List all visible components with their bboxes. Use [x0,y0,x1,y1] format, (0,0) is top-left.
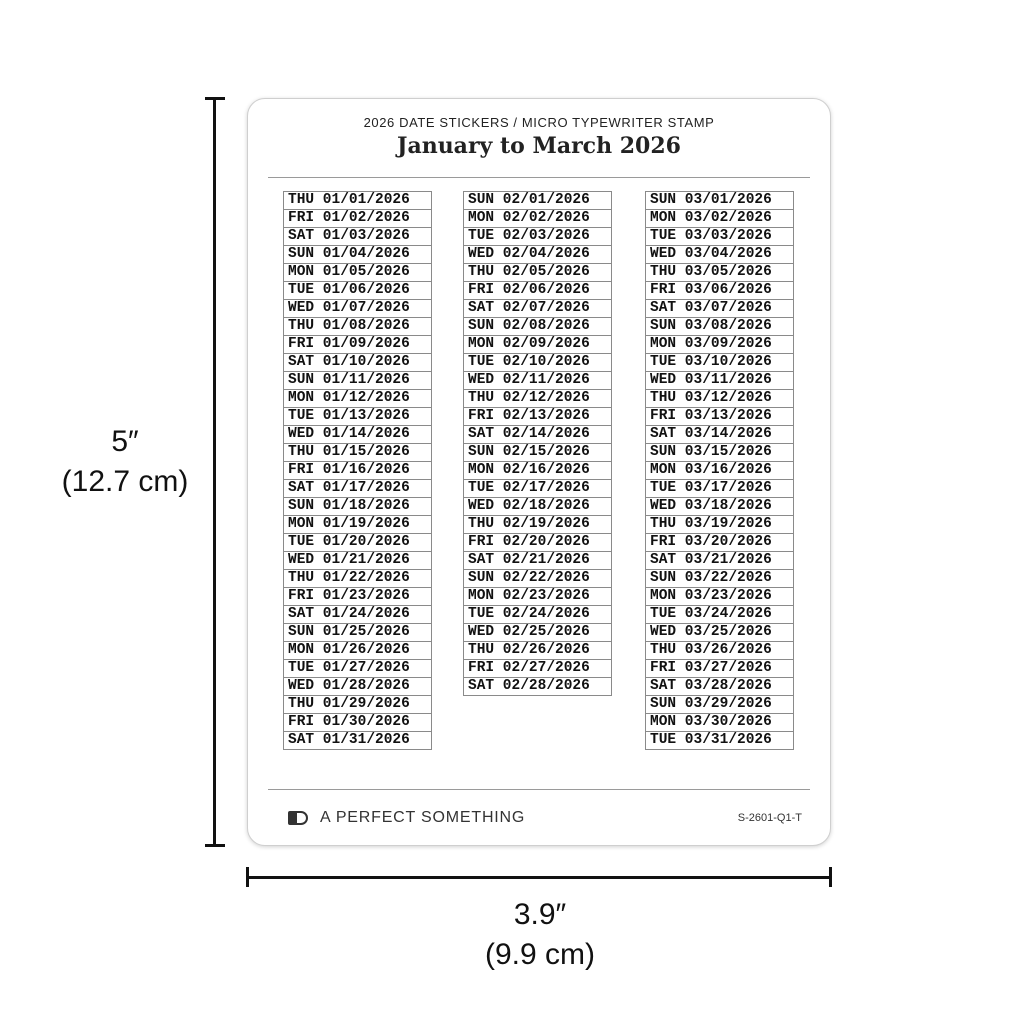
sticker-sheet [247,98,831,846]
product-code: S-2601-Q1-T [737,812,802,824]
date-sticker: SAT 03/07/2026 [645,299,794,318]
width-centimeters: (9.9 cm) [484,938,595,971]
date-sticker: THU 03/19/2026 [645,515,794,534]
date-sticker: SUN 02/22/2026 [463,569,612,588]
date-sticker: SAT 01/17/2026 [283,479,432,498]
date-sticker: WED 02/25/2026 [463,623,612,642]
date-sticker: SAT 01/24/2026 [283,605,432,624]
top-divider [268,177,810,178]
width-dimension-cap-left [246,867,249,887]
bottom-divider [268,789,810,790]
width-dimension-line [247,876,831,879]
date-sticker: THU 01/22/2026 [283,569,432,588]
date-sticker: THU 03/05/2026 [645,263,794,282]
date-sticker: FRI 01/30/2026 [283,713,432,732]
height-dimension-cap-top [205,97,225,100]
date-sticker: WED 03/25/2026 [645,623,794,642]
sheet-title: January to March 2026 [397,133,681,159]
date-sticker: THU 01/08/2026 [283,317,432,336]
date-sticker: WED 03/18/2026 [645,497,794,516]
date-sticker: SAT 02/21/2026 [463,551,612,570]
date-sticker: MON 01/19/2026 [283,515,432,534]
january-column [283,191,432,750]
date-sticker: SAT 02/07/2026 [463,299,612,318]
date-sticker: WED 01/07/2026 [283,299,432,318]
date-sticker: TUE 01/27/2026 [283,659,432,678]
date-sticker: FRI 01/09/2026 [283,335,432,354]
date-sticker: MON 02/16/2026 [463,461,612,480]
date-sticker: THU 01/01/2026 [283,191,432,210]
width-dimension-cap-right [829,867,832,887]
date-sticker: SAT 01/03/2026 [283,227,432,246]
height-dimension-label [40,422,210,502]
date-sticker: SAT 03/14/2026 [645,425,794,444]
date-sticker: SUN 03/22/2026 [645,569,794,588]
date-sticker: FRI 03/20/2026 [645,533,794,552]
date-sticker: SAT 02/28/2026 [463,677,612,696]
date-sticker: MON 02/09/2026 [463,335,612,354]
date-sticker: WED 02/11/2026 [463,371,612,390]
date-sticker: FRI 02/13/2026 [463,407,612,426]
date-sticker: TUE 02/10/2026 [463,353,612,372]
date-sticker: MON 01/05/2026 [283,263,432,282]
height-dimension-cap-bottom [205,844,225,847]
date-sticker: THU 01/15/2026 [283,443,432,462]
date-sticker: WED 01/21/2026 [283,551,432,570]
date-sticker: MON 02/23/2026 [463,587,612,606]
date-sticker: FRI 01/02/2026 [283,209,432,228]
date-sticker: SUN 03/15/2026 [645,443,794,462]
date-sticker: THU 02/12/2026 [463,389,612,408]
sheet-subtitle: 2026 DATE STICKERS / MICRO TYPEWRITER STAMP [363,115,715,130]
date-sticker: TUE 01/13/2026 [283,407,432,426]
date-sticker: TUE 03/17/2026 [645,479,794,498]
date-sticker: SUN 03/08/2026 [645,317,794,336]
date-sticker: FRI 03/06/2026 [645,281,794,300]
date-sticker: SUN 01/11/2026 [283,371,432,390]
date-sticker: TUE 02/03/2026 [463,227,612,246]
date-sticker: WED 03/11/2026 [645,371,794,390]
date-sticker: MON 03/09/2026 [645,335,794,354]
date-sticker: SUN 02/08/2026 [463,317,612,336]
date-sticker: TUE 01/20/2026 [283,533,432,552]
date-sticker: THU 02/05/2026 [463,263,612,282]
date-sticker: MON 01/12/2026 [283,389,432,408]
date-sticker: TUE 02/24/2026 [463,605,612,624]
date-sticker: THU 03/26/2026 [645,641,794,660]
date-sticker: TUE 03/10/2026 [645,353,794,372]
date-sticker: WED 01/28/2026 [283,677,432,696]
date-sticker: TUE 03/24/2026 [645,605,794,624]
date-sticker: SUN 01/18/2026 [283,497,432,516]
date-sticker: SUN 02/15/2026 [463,443,612,462]
brand-name: A PERFECT SOMETHING [320,809,526,826]
date-sticker: FRI 02/20/2026 [463,533,612,552]
width-dimension-label [440,895,640,975]
date-sticker: WED 01/14/2026 [283,425,432,444]
date-sticker: SAT 03/28/2026 [645,677,794,696]
width-inches: 3.9″ [513,898,567,931]
date-sticker: MON 02/02/2026 [463,209,612,228]
date-sticker: MON 01/26/2026 [283,641,432,660]
date-sticker: TUE 03/03/2026 [645,227,794,246]
date-sticker: WED 02/04/2026 [463,245,612,264]
date-sticker: SAT 02/14/2026 [463,425,612,444]
date-sticker: MON 03/23/2026 [645,587,794,606]
date-sticker: MON 03/30/2026 [645,713,794,732]
date-sticker: FRI 03/27/2026 [645,659,794,678]
date-sticker: MON 03/16/2026 [645,461,794,480]
date-sticker: FRI 02/27/2026 [463,659,612,678]
date-sticker: THU 03/12/2026 [645,389,794,408]
date-sticker: THU 01/29/2026 [283,695,432,714]
height-centimeters: (12.7 cm) [61,465,189,498]
brand-logo-icon [288,811,308,825]
date-sticker: SUN 03/01/2026 [645,191,794,210]
date-sticker: MON 03/02/2026 [645,209,794,228]
date-sticker: SAT 01/10/2026 [283,353,432,372]
march-column [645,191,794,750]
date-sticker: THU 02/26/2026 [463,641,612,660]
brand [288,809,525,827]
date-sticker: SUN 02/01/2026 [463,191,612,210]
date-sticker: SUN 01/25/2026 [283,623,432,642]
date-sticker: FRI 03/13/2026 [645,407,794,426]
date-sticker: SUN 03/29/2026 [645,695,794,714]
date-sticker: FRI 01/16/2026 [283,461,432,480]
date-sticker: WED 02/18/2026 [463,497,612,516]
date-sticker: TUE 03/31/2026 [645,731,794,750]
height-dimension-line [213,98,216,846]
date-sticker: SAT 01/31/2026 [283,731,432,750]
date-sticker: THU 02/19/2026 [463,515,612,534]
date-sticker: FRI 01/23/2026 [283,587,432,606]
date-sticker: SUN 01/04/2026 [283,245,432,264]
date-sticker: TUE 02/17/2026 [463,479,612,498]
date-sticker: SAT 03/21/2026 [645,551,794,570]
date-sticker: TUE 01/06/2026 [283,281,432,300]
february-column [463,191,612,696]
height-inches: 5″ [111,425,139,458]
date-sticker: WED 03/04/2026 [645,245,794,264]
date-sticker: FRI 02/06/2026 [463,281,612,300]
